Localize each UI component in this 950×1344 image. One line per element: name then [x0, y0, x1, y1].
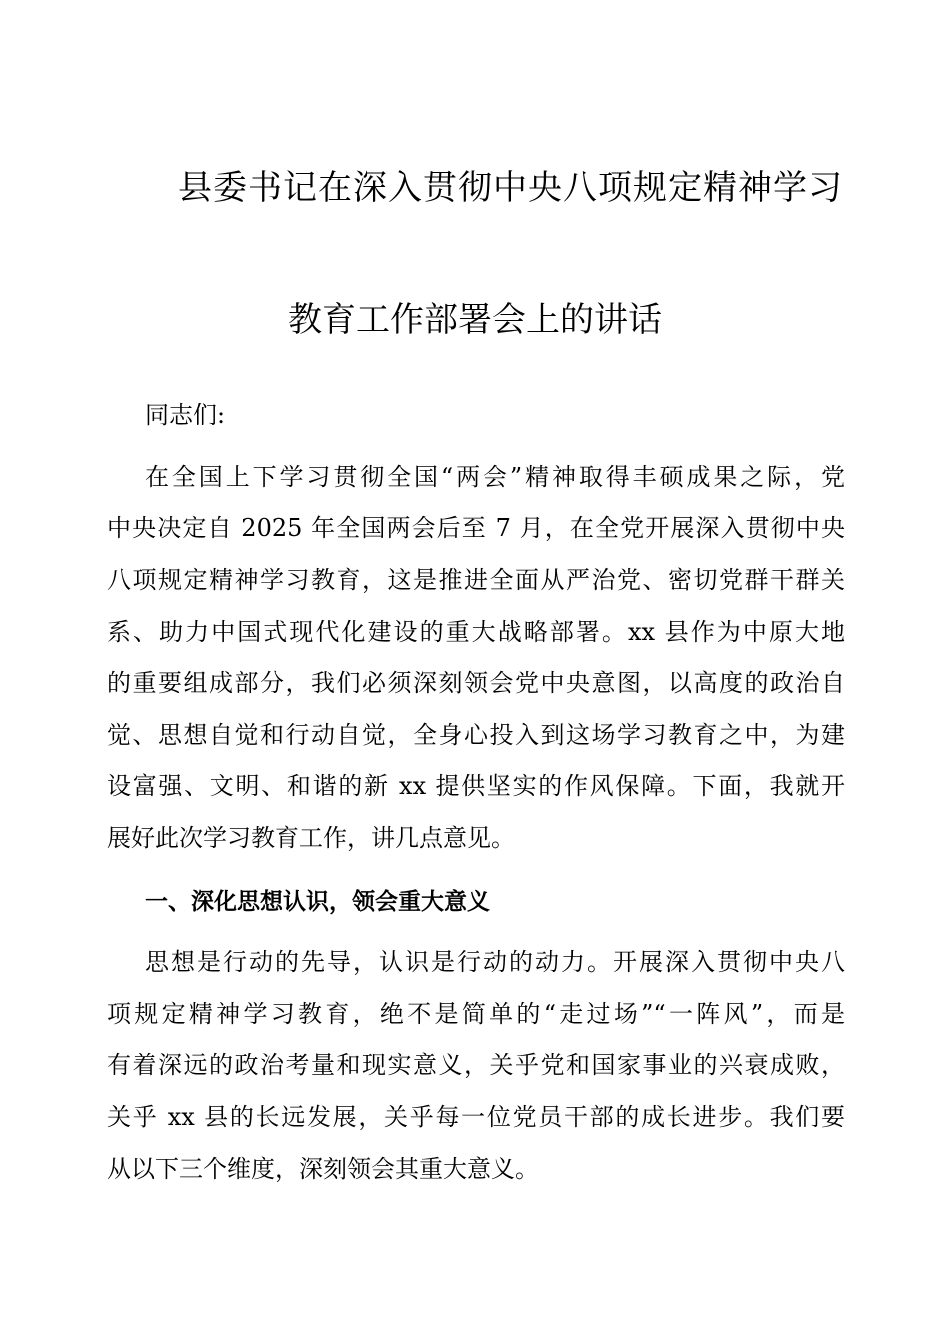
- section-heading: 一、深化思想认识，领会重大意义: [145, 889, 490, 915]
- paragraph-line: 项规定精神学习教育，绝不是简单的“走过场”“一阵风”，而是: [107, 1000, 845, 1028]
- paragraph-line: 觉、思想自觉和行动自觉，全身心投入到这场学习教育之中，为建: [107, 721, 845, 749]
- salutation: 同志们:: [145, 401, 226, 429]
- paragraph-line: 在全国上下学习贯彻全国“两会”精神取得丰硕成果之际，党: [145, 463, 845, 491]
- paragraph-line: 有着深远的政治考量和现实意义，关乎党和国家事业的兴衰成败，: [107, 1051, 845, 1079]
- paragraph-line: 从以下三个维度，深刻领会其重大意义。: [107, 1155, 539, 1183]
- paragraph-line: 八项规定精神学习教育，这是推进全面从严治党、密切党群干群关: [107, 566, 845, 594]
- document-title-line-1: 县委书记在深入贯彻中央八项规定精神学习: [178, 168, 842, 208]
- paragraph-line: 系、助力中国式现代化建设的重大战略部署。xx 县作为中原大地: [107, 618, 845, 646]
- paragraph-line: 思想是行动的先导，认识是行动的动力。开展深入贯彻中央八: [145, 948, 845, 976]
- paragraph-line: 中央决定自 2025 年全国两会后至 7 月，在全党开展深入贯彻中央: [107, 514, 845, 542]
- document-title-line-2: 教育工作部署会上的讲话: [288, 300, 662, 340]
- paragraph-line: 设富强、文明、和谐的新 xx 提供坚实的作风保障。下面，我就开: [107, 772, 845, 800]
- paragraph-line: 关乎 xx 县的长远发展，关乎每一位党员干部的成长进步。我们要: [107, 1103, 845, 1131]
- paragraph-line: 的重要组成部分，我们必须深刻领会党中央意图，以高度的政治自: [107, 669, 845, 697]
- paragraph-line: 展好此次学习教育工作，讲几点意见。: [107, 824, 515, 852]
